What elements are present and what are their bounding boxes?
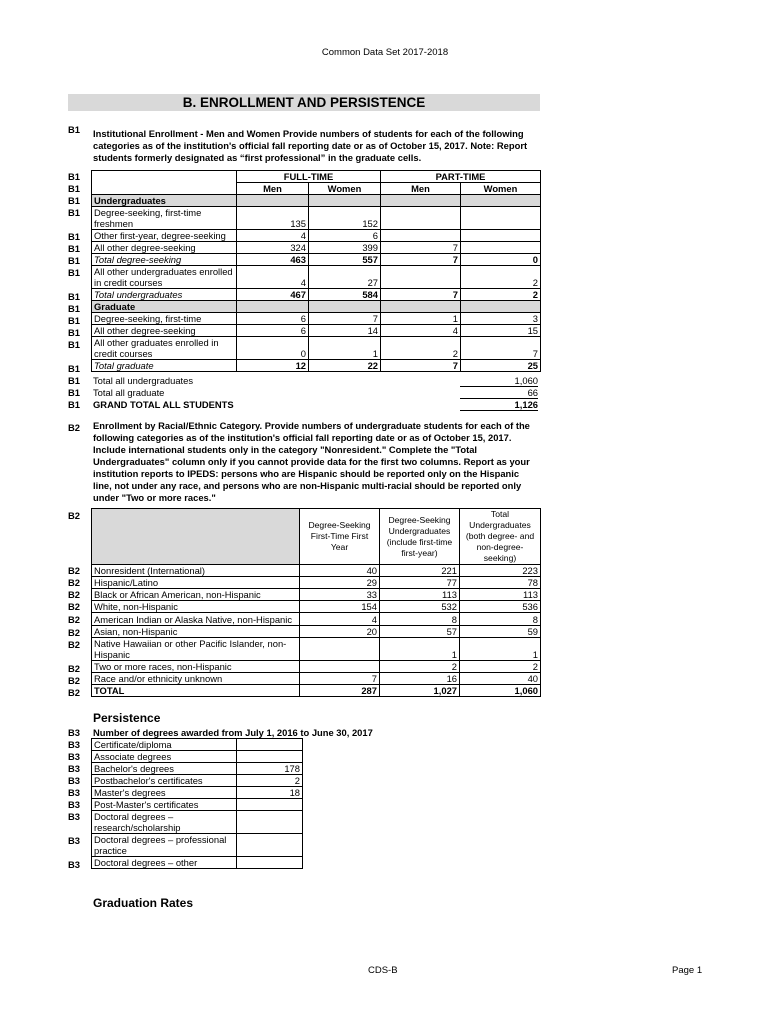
col-women: Women <box>461 183 541 195</box>
table-row: Degree-seeking, first-time 6 7 1 3 <box>92 313 541 325</box>
b1-enrollment-table <box>91 170 541 372</box>
graduation-rates-heading: Graduation Rates <box>93 896 194 910</box>
table-row: Total undergraduates 467 584 7 2 <box>92 289 541 301</box>
table-row: TOTAL 287 1,027 1,060 <box>92 685 541 697</box>
part-time-header: PART-TIME <box>381 171 541 183</box>
table-row: Post-Master's certificates <box>92 799 303 811</box>
table-row: Total graduate 12 22 7 25 <box>92 360 541 372</box>
footer-page-number: Page 1 <box>672 965 703 976</box>
table-row: Doctoral degrees – other <box>92 857 303 869</box>
table-row: Race and/or ethnicity unknown 7 16 40 <box>92 673 541 685</box>
table-row: Degree-seeking, first-time freshmen 135 152 <box>92 207 541 230</box>
table-row: Doctoral degrees – professional practice <box>92 834 303 857</box>
b2-ethnicity-table <box>91 508 541 697</box>
table-row: Hispanic/Latino 29 77 78 <box>92 577 541 589</box>
table-row: Associate degrees <box>92 751 303 763</box>
table-row: Asian, non-Hispanic 20 57 59 <box>92 626 541 638</box>
table-row: Black or African American, non-Hispanic 33 113 113 <box>92 589 541 601</box>
table-row: Native Hawaiian or other Pacific Islander, non-Hispanic 1 1 <box>92 638 541 661</box>
table-row: Nonresident (International) 40 221 223 <box>92 565 541 577</box>
b2-label: B2 <box>68 422 80 433</box>
table-row: Master's degrees 18 <box>92 787 303 799</box>
footer-center: CDS-B <box>368 965 398 976</box>
b3-degrees-table <box>91 738 303 869</box>
table-row: Bachelor's degrees 178 <box>92 763 303 775</box>
col-total-undergrad: Total Undergraduates (both degree- and non-degree-seeking) <box>460 509 541 565</box>
b3-intro: Number of degrees awarded from July 1, 2016 to June 30, 2017 <box>93 727 373 738</box>
section-title: B. ENROLLMENT AND PERSISTENCE <box>68 94 540 111</box>
table-row: Certificate/diploma <box>92 739 303 751</box>
table-row: White, non-Hispanic 154 532 536 <box>92 601 541 613</box>
table-row: All other graduates enrolled in credit courses 0 1 2 7 <box>92 337 541 360</box>
table-row: Postbachelor's certificates 2 <box>92 775 303 787</box>
page-header: Common Data Set 2017-2018 <box>321 47 449 58</box>
col-first-time: Degree-Seeking First-Time First Year <box>300 509 380 565</box>
table-row: All other degree-seeking 6 14 4 15 <box>92 325 541 337</box>
persistence-heading: Persistence <box>93 711 161 725</box>
table-row: All other degree-seeking 324 399 7 <box>92 242 541 254</box>
graduate-heading: Graduate <box>92 301 237 313</box>
col-men: Men <box>237 183 309 195</box>
table-row: Doctoral degrees – research/scholarship <box>92 811 303 834</box>
b1-intro: Institutional Enrollment - Men and Women Provide numbers of students for each of the following categories as of the institution's official fall reporting date or as of October 15, 2017. Note: Report students formerly designated as “first professional” in the graduate cells. <box>93 128 528 163</box>
full-time-header: FULL-TIME <box>237 171 381 183</box>
table-row: Other first-year, degree-seeking 4 6 <box>92 230 541 242</box>
table-row: Two or more races, non-Hispanic 2 2 <box>92 661 541 673</box>
col-degree-seeking: Degree-Seeking Undergraduates (include first-time first-year) <box>380 509 460 565</box>
col-men: Men <box>381 183 461 195</box>
b1-label: B1 <box>68 124 80 135</box>
table-row: All other undergraduates enrolled in credit courses 4 27 2 <box>92 266 541 289</box>
b2-intro: Enrollment by Racial/Ethnic Category. Provide numbers of undergraduate students for each of the following categories as of the institution's official fall reporting date or as of October 15, 2017. Include international students only in the category "Nonresident." Complete the "Total Undergraduates" column only if you cannot provide data for the first two columns. Report as your institution reports to IPEDS: persons who are Hispanic should be reported only on the Hispanic line, not under any race, and persons who are non-Hispanic multi-racial should be reported only under "Two or more races." <box>93 420 530 503</box>
undergraduates-heading: Undergraduates <box>92 195 237 207</box>
col-women: Women <box>309 183 381 195</box>
table-row: Total degree-seeking 463 557 7 0 <box>92 254 541 266</box>
table-row: American Indian or Alaska Native, non-Hispanic 4 8 8 <box>92 613 541 626</box>
